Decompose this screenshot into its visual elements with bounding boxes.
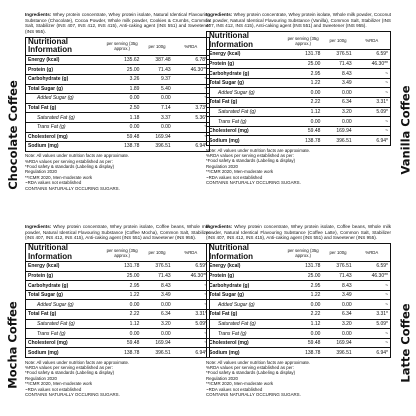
- table-row: Added Sugar (g) 0.00 0.00 ~: [26, 94, 210, 104]
- footnotes: Note: All values under nutrition facts are approximate. %RDA values per serving established as per: *Food safety & standards (Labeling & display) Regulation 2020 **ICMR 2020, Men-moderate work ~RDA values not established CONTAINS NATURALLY OCCURING SUGARS.: [206, 359, 311, 397]
- col-100g: per 100g: [322, 32, 353, 50]
- table-row: Total Sugar (g) 1.22 3.49 ~: [207, 78, 391, 88]
- col-rda: %RDA: [173, 37, 210, 55]
- col-100g: per 100g: [141, 37, 172, 55]
- table-row: Saturated Fat (g) 1.18 3.37 5.36*: [26, 113, 210, 123]
- footnotes: Note: All values under nutrition facts are approximate. %RDA values per serving established as per: *Food safety & standards (Labeling & display) Regulation 2020 **ICMR 2020, Men-moderate work ~RDA values not established CONTAINS NATURALLY OCCURING SUGARS.: [206, 147, 311, 185]
- panel-title-vanilla: [395, 70, 416, 190]
- panel-title-chocolate: [2, 75, 24, 195]
- table-title: Nutritional Information: [207, 32, 284, 50]
- table-row: Energy (kcal) 131.78 376.51 6.59*: [207, 50, 391, 60]
- footnotes: Note: All values under nutrition facts are approximate. %RDA values per serving established as per: *Food safety & standards (Labeling & display) Regulation 2020 **ICMR 2020, Men-moderate work ~RDA values not established CONTAINS NATURALLY OCCURING SUGARS.: [25, 359, 130, 397]
- col-rda: %RDA: [354, 32, 391, 50]
- table-row: Added Sugar (g) 0.00 0.00 ~: [207, 88, 391, 98]
- col-rda: %RDA: [354, 244, 391, 262]
- ingredients-text: Ingredients: Whey protein concentrate, Whey protein isolate, Coffee beans, Whole milk powder, Natural Identical Flavouring Substance (Coffee Latte), Common Salt, Stabilizer (INS 407, INS 412, INS 415), Anti-caking agent (INS 551) and Sweetener (INS 955).: [206, 224, 391, 241]
- nutrition-table: [206, 243, 391, 358]
- col-serving: per serving (35g approx.): [103, 37, 142, 55]
- table-row: Carbohydrate (g) 2.95 8.43 ~: [207, 281, 391, 291]
- product-name: Mocha Coffee: [6, 301, 20, 389]
- table-row: Sodium (mg) 138.78 396.51 6.94*: [207, 136, 391, 146]
- table-row: Total Sugar (g) 1.22 3.49 ~: [207, 290, 391, 300]
- table-row: Saturated Fat (g) 1.12 3.20 5.09*: [26, 319, 210, 329]
- table-title: Nutritional Information: [26, 37, 103, 55]
- col-serving: per serving (35g approx.): [284, 32, 323, 50]
- table-row: Total Fat (g) 2.22 6.34 3.31*: [26, 310, 210, 320]
- table-row: Protein (g) 25.00 71.43 46.30**: [26, 271, 210, 281]
- table-row: Energy (kcal) 135.62 387.48 6.78*: [26, 55, 210, 65]
- product-name: Latte Coffee: [399, 303, 413, 383]
- table-title: Nutritional Information: [26, 244, 103, 262]
- col-100g: per 100g: [141, 244, 172, 262]
- col-rda: %RDA: [173, 244, 210, 262]
- table-row: Saturated Fat (g) 1.12 3.20 5.09*: [207, 107, 391, 117]
- table-row: Total Fat (g) 2.22 6.34 3.31*: [207, 310, 391, 320]
- table-row: Cholesterol (mg) 59.48 169.94 ~: [207, 126, 391, 136]
- nutrition-table: [206, 31, 391, 146]
- product-name: Vanilla Coffee: [399, 85, 414, 175]
- product-name: Chocolate Coffee: [6, 80, 21, 190]
- panel-title-latte: [395, 283, 416, 403]
- table-row: Total Sugar (g) 1.22 3.49 ~: [26, 290, 210, 300]
- table-row: Energy (kcal) 131.78 376.51 6.59*: [26, 262, 210, 272]
- table-row: Cholesterol (mg) 59.48 169.94 ~: [26, 338, 210, 348]
- panel-title-mocha: [2, 285, 24, 405]
- panel-vanilla: [206, 12, 391, 185]
- table-row: Protein (g) 25.00 71.43 46.30**: [26, 65, 210, 75]
- table-row: Sodium (mg) 138.78 396.51 6.94*: [207, 348, 391, 358]
- panel-mocha: [25, 224, 210, 397]
- nutrition-table: [25, 37, 210, 152]
- table-row: Trans Fat (g) 0.00 0.00 ~: [207, 117, 391, 127]
- table-row: Energy (kcal) 131.78 376.51 6.59*: [207, 262, 391, 272]
- ingredients-text: Ingredients: Whey protein concentrate, Whey protein isolate, Natural Identical Flavouring Substance (Chocolate), Cocoa Powder, Whole milk powder, Cookies & Crumbs, Common Salt, Stabilizer (INS 407, INS 412, INS 415), Anti-caking agent (INS 551) and Sweetener (INS 955).: [25, 12, 210, 35]
- col-serving: per serving (35g approx.): [103, 244, 142, 262]
- nutrition-table: [25, 243, 210, 358]
- table-row: Total Sugar (g) 1.89 5.40 ~: [26, 84, 210, 94]
- table-row: Carbohydrate (g) 3.26 9.37 ~: [26, 75, 210, 85]
- table-row: Total Fat (g) 2.22 6.34 3.31*: [207, 98, 391, 108]
- col-serving: per serving (35g approx.): [284, 244, 323, 262]
- table-row: Protein (g) 25.00 71.43 46.30**: [207, 271, 391, 281]
- table-row: Trans Fat (g) 0.00 0.00 ~: [26, 122, 210, 132]
- table-row: Added Sugar (g) 0.00 0.00 ~: [207, 300, 391, 310]
- ingredients-text: Ingredients: Whey protein concentrate, Whey protein isolate, Coffee beans, Whole milk powder, Natural Identical Flavouring Substance (Coffee Mocha), Common Salt, Stabilizer (INS 407, INS 412, INS 415), Anti-caking agent (INS 551) and Sweetener (INS 955).: [25, 224, 210, 241]
- table-row: Sodium (mg) 138.78 396.51 6.94*: [26, 142, 210, 152]
- table-row: Sodium (mg) 138.78 396.51 6.94*: [26, 348, 210, 358]
- panel-chocolate: [25, 12, 210, 191]
- footnotes: Note: All values under nutrition facts are approximate. %RDA values per serving established as per: *Food safety & standards (Labeling & display) Regulation 2020 **ICMR 2020, Men-moderate work ~RDA values not established CONTAINS NATURALLY OCCURING SUGARS.: [25, 153, 130, 191]
- table-row: Carbohydrate (g) 2.95 8.43 ~: [207, 69, 391, 79]
- table-row: Cholesterol (mg) 59.48 169.94 ~: [207, 338, 391, 348]
- table-row: Trans Fat (g) 0.00 0.00 ~: [207, 329, 391, 339]
- table-row: Protein (g) 25.00 71.43 46.30**: [207, 59, 391, 69]
- col-100g: per 100g: [322, 244, 353, 262]
- table-row: Carbohydrate (g) 2.95 8.43 ~: [26, 281, 210, 291]
- table-row: Added Sugar (g) 0.00 0.00 ~: [26, 300, 210, 310]
- table-row: Cholesterol (mg) 59.48 169.94 ~: [26, 132, 210, 142]
- table-row: Total Fat (g) 2.50 7.14 3.73*: [26, 103, 210, 113]
- table-row: Trans Fat (g) 0.00 0.00 ~: [26, 329, 210, 339]
- panel-latte: [206, 224, 391, 397]
- table-title: Nutritional Information: [207, 244, 284, 262]
- ingredients-text: Ingredients: Whey protein concentrate, Whey protein isolate, Whole milk powder, Coconut fat powder, Natural Identical Flavouring Substance (Vanilla), Common Salt, Stabilizer (INS 407, INS 412, INS 415), Anti-caking agent (INS 551) and Sweetener (INS 955).: [206, 12, 391, 29]
- table-row: Saturated Fat (g) 1.12 3.20 5.09*: [207, 319, 391, 329]
